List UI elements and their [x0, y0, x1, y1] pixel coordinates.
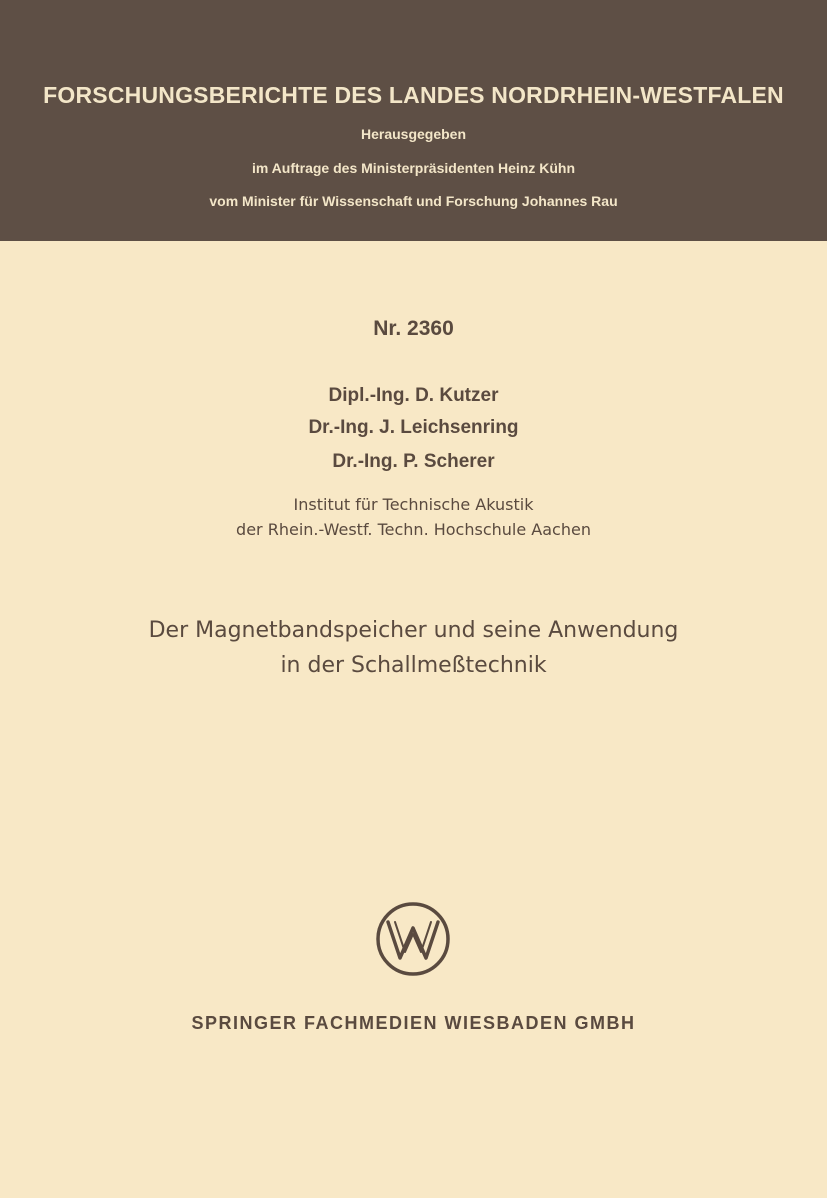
institute-line-1: Institut für Technische Akustik	[293, 495, 534, 514]
series-header-band	[0, 0, 827, 241]
header-commission-line: im Auftrage des Ministerpräsidenten Heinz Kühn	[251, 160, 576, 176]
institute-line-2: der Rhein.-Westf. Techn. Hochschule Aachen	[236, 520, 591, 539]
springer-vieweg-w-logo-icon	[374, 900, 452, 978]
book-title-line-1: Der Magnetbandspeicher und seine Anwendung	[148, 618, 679, 643]
series-title: FORSCHUNGSBERICHTE DES LANDES NORDRHEIN-WESTFALEN	[43, 82, 784, 108]
publisher-name: SPRINGER FACHMEDIEN WIESBADEN GMBH	[191, 1013, 636, 1033]
author-scherer: Dr.-Ing. P. Scherer	[332, 451, 495, 472]
book-title-line-2: in der Schallmeßtechnik	[280, 653, 547, 678]
report-number: Nr. 2360	[373, 317, 454, 340]
author-leichsenring: Dr.-Ing. J. Leichsenring	[308, 417, 519, 438]
header-minister-line: vom Minister für Wissenschaft und Forschung Johannes Rau	[209, 193, 618, 209]
author-kutzer: Dipl.-Ing. D. Kutzer	[328, 385, 499, 406]
header-editor-line: Herausgegeben	[360, 126, 467, 142]
